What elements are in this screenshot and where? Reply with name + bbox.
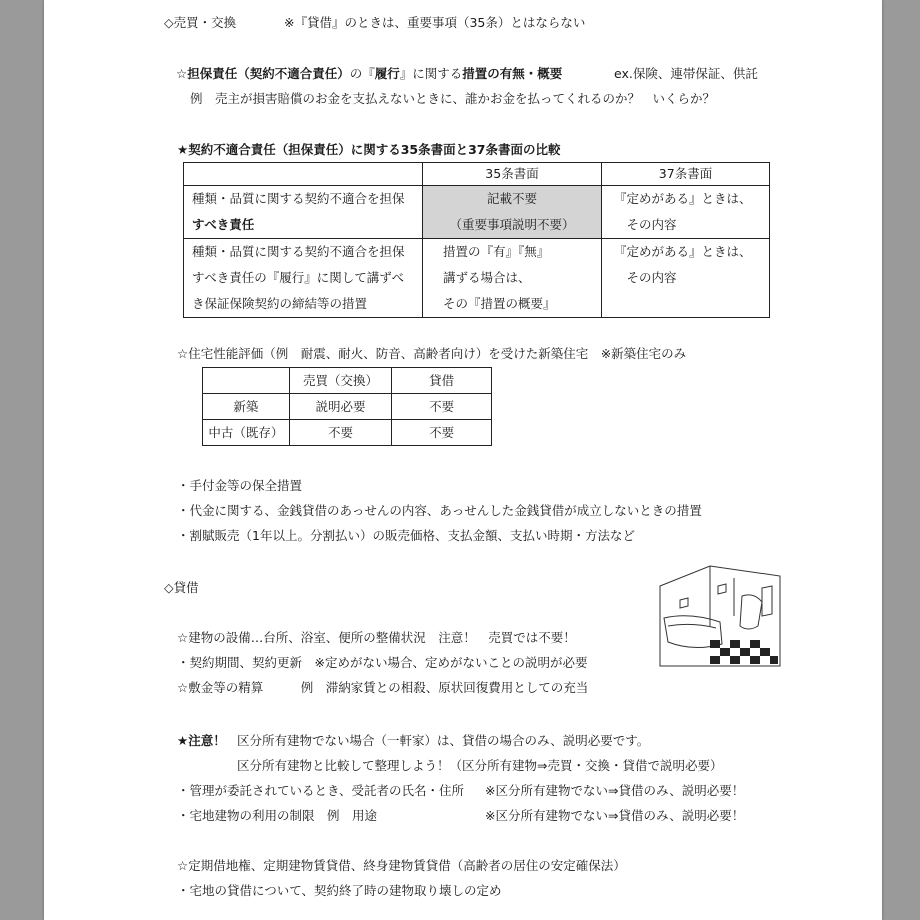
row1-37-cell — [602, 186, 770, 239]
caution-label: ★注意！ — [177, 733, 226, 748]
table-header-row — [184, 163, 770, 186]
cell-line: 措置の『有』『無』 — [443, 244, 550, 259]
performance-term: 履行 — [374, 66, 400, 81]
warranty-examples: ex.保険、連帯保証、供託 — [614, 66, 758, 81]
list-item: ・管理が委託されているとき、受託者の氏名・住所 — [177, 783, 465, 798]
list-item: ☆建物の設備…台所、浴室、便所の整備状況 注意！ 売買では不要！ — [177, 630, 576, 645]
header-cell: 35条書面 — [423, 163, 602, 186]
section-heading-lease: ◇貸借 — [164, 580, 199, 595]
row2-item-cell — [184, 239, 423, 318]
cell-line: すべき責任 — [192, 217, 255, 232]
list-item: ☆定期借地権、定期建物賃貸借、終身建物賃貸借（高齢者の居住の安定確保法） — [177, 858, 626, 873]
header-cell: 貸借 — [392, 368, 492, 394]
cell-line: その『措置の概要』 — [443, 296, 556, 311]
list-item-note: ※区分所有建物でない⇒貸借のみ、説明必要！ — [485, 808, 745, 823]
star-mark: ☆ — [176, 66, 188, 81]
table-cell: 新築 — [203, 394, 290, 420]
table-cell: 不要 — [392, 394, 492, 420]
table-header-row — [203, 368, 492, 394]
cell-line: 記載不要 — [486, 191, 537, 206]
header-cell: 37条書面 — [602, 163, 770, 186]
list-item: ・宅地の貸借について、契約終了時の建物取り壊しの定め — [177, 883, 502, 898]
cell-line: （重要事項説明不要） — [449, 217, 575, 232]
list-item: ・手付金等の保全措置 — [177, 478, 303, 493]
cell-line: 講ずる場合は、 — [443, 270, 531, 285]
document-page — [44, 0, 882, 920]
warranty-example-line: 例 売主が損害賠償のお金を支払えないときに、誰かお金を払ってくれるのか？ いくらか？ — [190, 91, 716, 106]
header-cell — [184, 163, 423, 186]
cell-line: き保証保険契約の締結等の措置 — [192, 296, 368, 311]
cell-line: すべき責任の『履行』に関して講ずべ — [192, 270, 405, 285]
list-item: ・割賦販売（1年以上。分割払い）の販売価格、支払金額、支払い時期・方法など — [177, 528, 635, 543]
cell-line: 種類・品質に関する契約不適合を担保 — [192, 191, 405, 206]
cell-line: その内容 — [614, 217, 677, 232]
row2-37-cell — [602, 239, 770, 318]
warranty-line — [176, 66, 562, 82]
table-row — [203, 420, 492, 446]
list-item: ☆敷金等の精算 例 滞納家賃との相殺、原状回復費用としての充当 — [177, 680, 589, 695]
table-cell: 不要 — [392, 420, 492, 446]
row1-35-cell — [423, 186, 602, 239]
table-cell: 中古（既存） — [203, 420, 290, 446]
text-fragment: の『 — [349, 66, 375, 81]
row2-35-cell — [423, 239, 602, 318]
text-fragment: 』に関する — [399, 66, 463, 81]
heading-note: ※『貸借』のときは、重要事項（35条）とはならない — [284, 15, 586, 30]
housing-note: ☆住宅性能評価（例 耐震、耐火、防音、高齢者向け）を受けた新築住宅 ※新築住宅のみ — [177, 346, 687, 361]
caution-line: 区分所有建物でない場合（一軒家）は、貸借の場合のみ、説明必要です。 — [237, 733, 650, 748]
header-cell: 売買（交換） — [289, 368, 392, 394]
comparison-title: ★契約不適合責任（担保責任）に関する35条書面と37条書面の比較 — [177, 142, 561, 157]
table-cell: 不要 — [289, 420, 392, 446]
bathroom-sketch-icon — [650, 556, 790, 676]
table-cell: 説明必要 — [289, 394, 392, 420]
comparison-table — [183, 162, 770, 318]
table-row — [184, 239, 770, 318]
row1-item-cell — [184, 186, 423, 239]
cell-line: 『定めがある』ときは、 — [614, 191, 752, 206]
table-row — [203, 394, 492, 420]
list-item: ・代金に関する、金銭貸借のあっせんの内容、あっせんした金銭貸借が成立しないときの措置 — [177, 503, 702, 518]
housing-table — [202, 367, 492, 446]
caution-line: 区分所有建物と比較して整理しよう！（区分所有建物⇒売買・交換・貸借で説明必要） — [237, 758, 723, 773]
cell-line: その内容 — [614, 270, 677, 285]
list-item-note: ※区分所有建物でない⇒貸借のみ、説明必要！ — [485, 783, 745, 798]
table-row — [184, 186, 770, 239]
header-cell — [203, 368, 290, 394]
measures-term: 措置の有無・概要 — [462, 66, 563, 81]
list-item: ・契約期間、契約更新 ※定めがない場合、定めがないことの説明が必要 — [177, 655, 588, 670]
cell-line: 種類・品質に関する契約不適合を担保 — [192, 244, 405, 259]
cell-line: 『定めがある』ときは、 — [614, 244, 752, 259]
warranty-term: 担保責任（契約不適合責任） — [187, 66, 350, 81]
list-item: ・宅地建物の利用の制限 例 用途 — [177, 808, 378, 823]
section-heading-sale — [164, 15, 236, 31]
heading-text: ◇売買・交換 — [164, 15, 237, 30]
